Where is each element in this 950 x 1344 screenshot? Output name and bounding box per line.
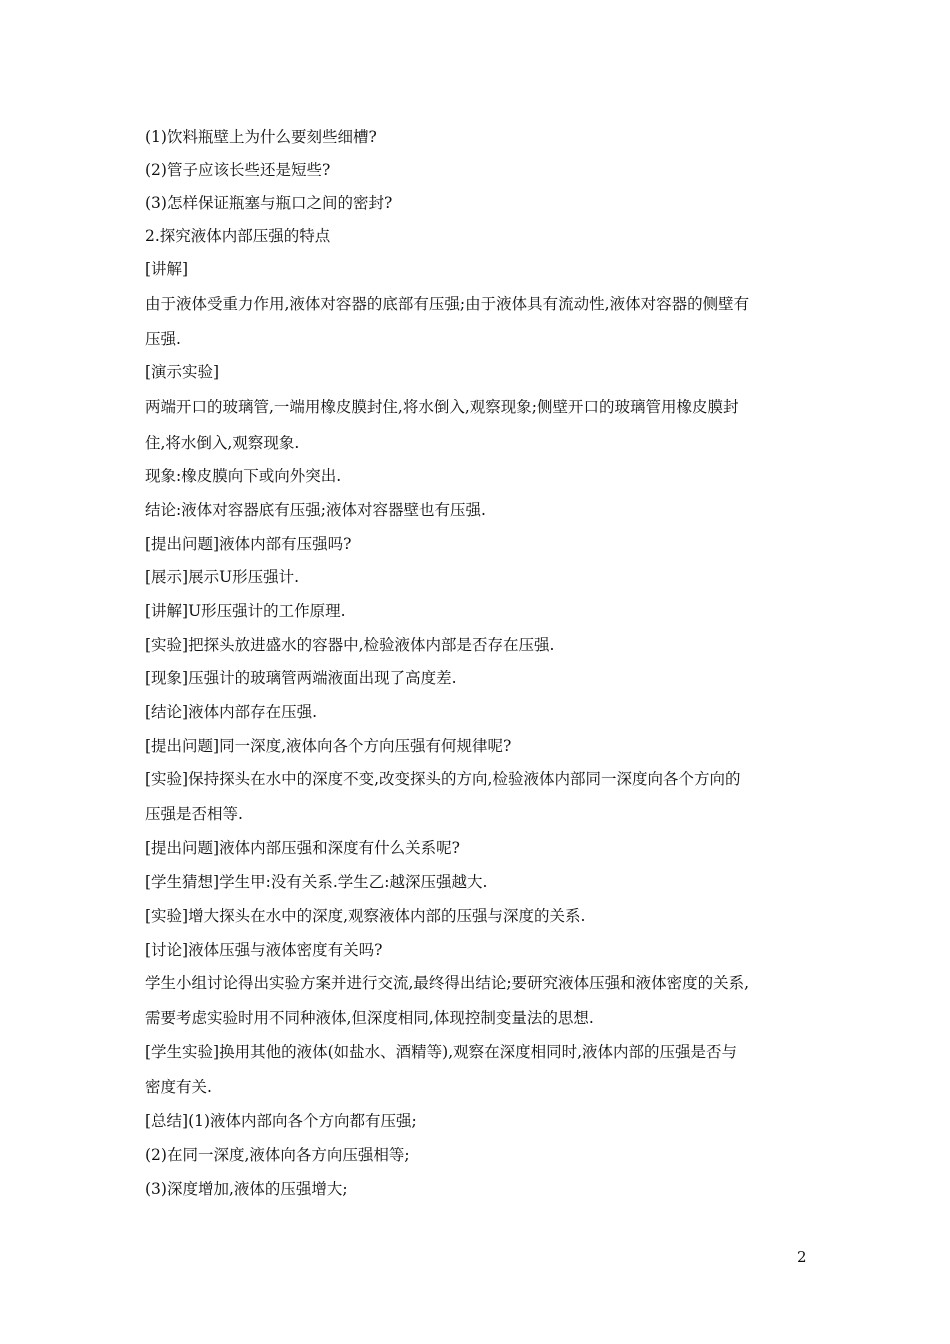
text-line: [实验]保持探头在水中的深度不变,改变探头的方向,检验液体内部同一深度向各个方向的 [145, 770, 741, 788]
text-line: [讲解] [145, 260, 189, 278]
text-line: (2)在同一深度,液体向各方向压强相等; [145, 1146, 410, 1164]
text-line: 住,将水倒入,观察现象. [145, 434, 300, 452]
text-line: 密度有关. [145, 1078, 212, 1096]
text-line: [学生实验]换用其他的液体(如盐水、酒精等),观察在深度相同时,液体内部的压强是否与 [145, 1043, 738, 1061]
text-line: 由于液体受重力作用,液体对容器的底部有压强;由于液体具有流动性,液体对容器的侧壁有 [145, 295, 750, 313]
text-line: (3)怎样保证瓶塞与瓶口之间的密封? [145, 194, 393, 212]
text-line: (3)深度增加,液体的压强增大; [145, 1180, 348, 1198]
text-line: 两端开口的玻璃管,一端用橡皮膜封住,将水倒入,观察现象;侧壁开口的玻璃管用橡皮膜封 [145, 398, 739, 416]
text-line: 压强. [145, 330, 181, 348]
text-line: [提出问题]同一深度,液体向各个方向压强有何规律呢? [145, 737, 512, 755]
text-line: [讨论]液体压强与液体密度有关吗? [145, 941, 383, 959]
text-line: [学生猜想]学生甲:没有关系.学生乙:越深压强越大. [145, 873, 488, 891]
text-line: (2)管子应该长些还是短些? [145, 161, 331, 179]
text-line: [展示]展示U形压强计. [145, 568, 300, 586]
text-line: [总结](1)液体内部向各个方向都有压强; [145, 1112, 417, 1130]
page-number: 2 [797, 1248, 807, 1266]
text-line: 结论:液体对容器底有压强;液体对容器壁也有压强. [145, 501, 486, 519]
text-line: [实验]增大探头在水中的深度,观察液体内部的压强与深度的关系. [145, 907, 586, 925]
text-line: (1)饮料瓶壁上为什么要刻些细槽? [145, 128, 377, 146]
text-line: 压强是否相等. [145, 805, 243, 823]
text-line: 现象:橡皮膜向下或向外突出. [145, 467, 342, 485]
text-line: [结论]液体内部存在压强. [145, 703, 318, 721]
text-line: 学生小组讨论得出实验方案并进行交流,最终得出结论;要研究液体压强和液体密度的关系, [145, 974, 750, 992]
text-line: [提出问题]液体内部压强和深度有什么关系呢? [145, 839, 460, 857]
text-line: [提出问题]液体内部有压强吗? [145, 535, 352, 553]
text-line: 需要考虑实验时用不同种液体,但深度相同,体现控制变量法的思想. [145, 1009, 594, 1027]
text-line: [讲解]U形压强计的工作原理. [145, 602, 346, 620]
text-line: [现象]压强计的玻璃管两端液面出现了高度差. [145, 669, 457, 687]
text-line: [实验]把探头放进盛水的容器中,检验液体内部是否存在压强. [145, 636, 555, 654]
section-heading: 2.探究液体内部压强的特点 [145, 227, 331, 245]
text-line: [演示实验] [145, 363, 220, 381]
